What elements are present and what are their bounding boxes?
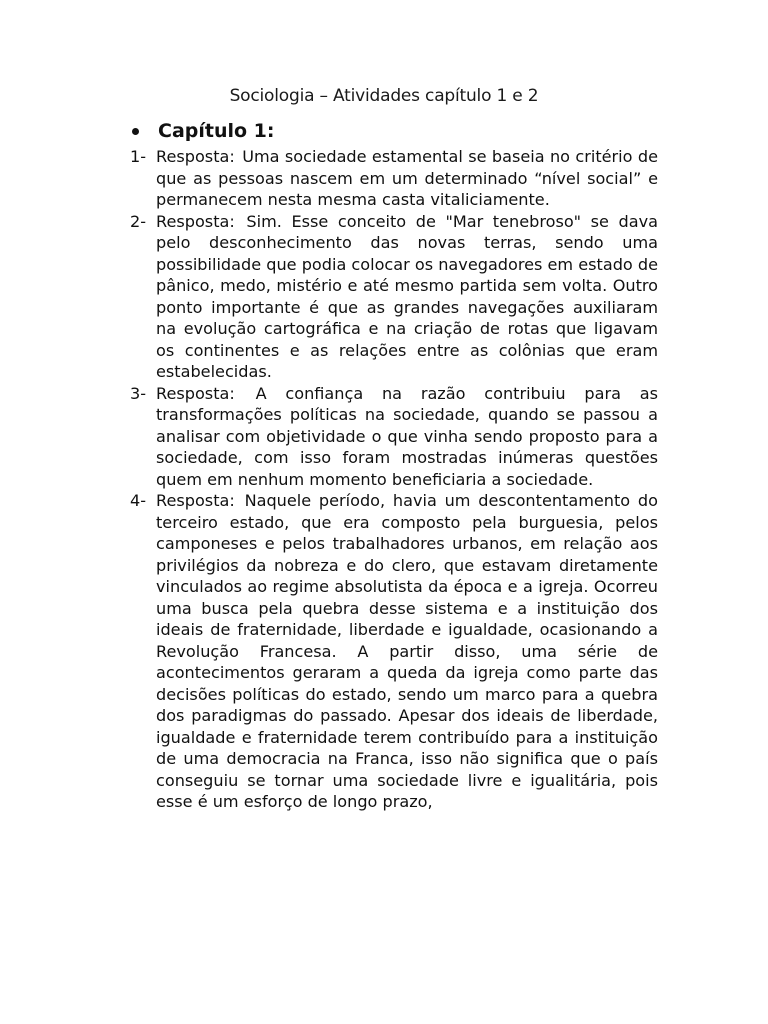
- answer-item-1: [130, 146, 658, 211]
- answer-item-3: [130, 383, 658, 491]
- bullet-icon: [132, 128, 139, 135]
- answer-number: 1-: [130, 147, 147, 166]
- chapter-heading-text: Capítulo 1:: [158, 120, 275, 142]
- document-title: Sociologia – Atividades capítulo 1 e 2: [229, 86, 539, 106]
- answer-number: 2-: [130, 211, 147, 231]
- chapter-heading: [132, 120, 275, 142]
- answer-number: 3-: [130, 383, 147, 403]
- answer-label: Resposta:: [156, 383, 235, 403]
- answer-label: Resposta:: [156, 211, 235, 231]
- answer-item-4: [130, 490, 658, 813]
- answer-text: Uma sociedade estamental se baseia no critério de que as pessoas nascem em um determinado “nível social” e permanecem nesta mesma casta vitaliciamente.: [156, 147, 658, 209]
- answer-label: Resposta:: [156, 491, 235, 510]
- answer-label: Resposta:: [156, 147, 235, 166]
- answer-text: A confiança na razão contribuiu para as transformações políticas na sociedade, quando se passou a analisar com objetividade o que vinha sendo proposto para a sociedade, com isso foram mostradas inúmeras questões quem em nenhum momento beneficiaria a sociedade.: [156, 383, 658, 489]
- answer-text: Sim. Esse conceito de "Mar tenebroso" se dava pelo desconhecimento das novas terras, sendo uma possibilidade que podia colocar os navegadores em estado de pânico, medo, mistério e até mesmo partida sem volta. Outro ponto importante é que as grandes navegações auxiliaram na evolução cartográfica e na criação de rotas que ligavam os continentes e as relações entre as colônias que eram estabelecidas.: [156, 211, 658, 381]
- answer-number: 4-: [130, 491, 147, 510]
- answer-item-2: [130, 211, 658, 383]
- answer-text: Naquele período, havia um descontentamento do terceiro estado, que era composto pela burguesia, pelos camponeses e pelos trabalhadores urbanos, em relação aos privilégios da nobreza e do clero, que estavam diretamente vinculados ao regime absolutista da época e a igreja. Ocorreu uma busca pela quebra desse sistema e a instituição dos ideais de fraternidade, liberdade e igualdade, ocasionando a Revolução Francesa. A partir disso, uma série de acontecimentos geraram a queda da igreja como parte das decisões políticas do estado, sendo um marco para a quebra dos paradigmas do passado. Apesar dos ideais de liberdade, igualdade e fraternidade terem contribuído para a instituição de uma democracia na Franca, isso não significa que o país conseguiu se tornar uma sociedade livre e igualitária, pois esse é um esforço de longo prazo,: [156, 491, 658, 811]
- answer-list: [130, 146, 658, 914]
